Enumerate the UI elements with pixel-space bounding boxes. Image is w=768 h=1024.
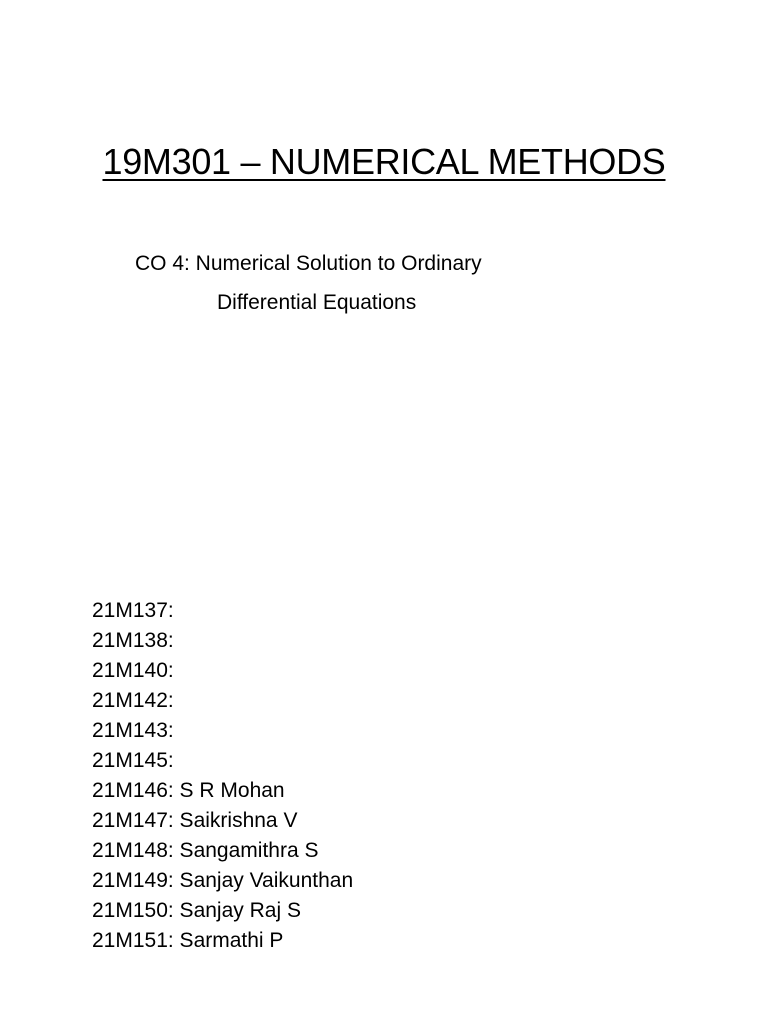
roster-item: 21M149: Sanjay Vaikunthan [92, 869, 354, 892]
roster-item: 21M148: Sangamithra S [92, 839, 319, 862]
page-title: 19M301 – NUMERICAL METHODS [102, 141, 666, 182]
roster-item: 21M151: Sarmathi P [92, 929, 284, 952]
student-roster [92, 596, 353, 956]
roster-item: 21M146: S R Mohan [92, 779, 285, 802]
roster-item: 21M150: Sanjay Raj S [92, 899, 301, 922]
roster-item: 21M137: [92, 599, 174, 622]
roster-item: 21M142: [92, 689, 174, 712]
subtitle-line-1: CO 4: Numerical Solution to Ordinary [135, 252, 482, 275]
roster-item: 21M147: Saikrishna V [92, 809, 298, 832]
roster-item: 21M145: [92, 749, 174, 772]
roster-item: 21M143: [92, 719, 174, 742]
subtitle-line-2: Differential Equations [217, 291, 417, 314]
roster-item: 21M138: [92, 629, 174, 652]
roster-item: 21M140: [92, 659, 174, 682]
